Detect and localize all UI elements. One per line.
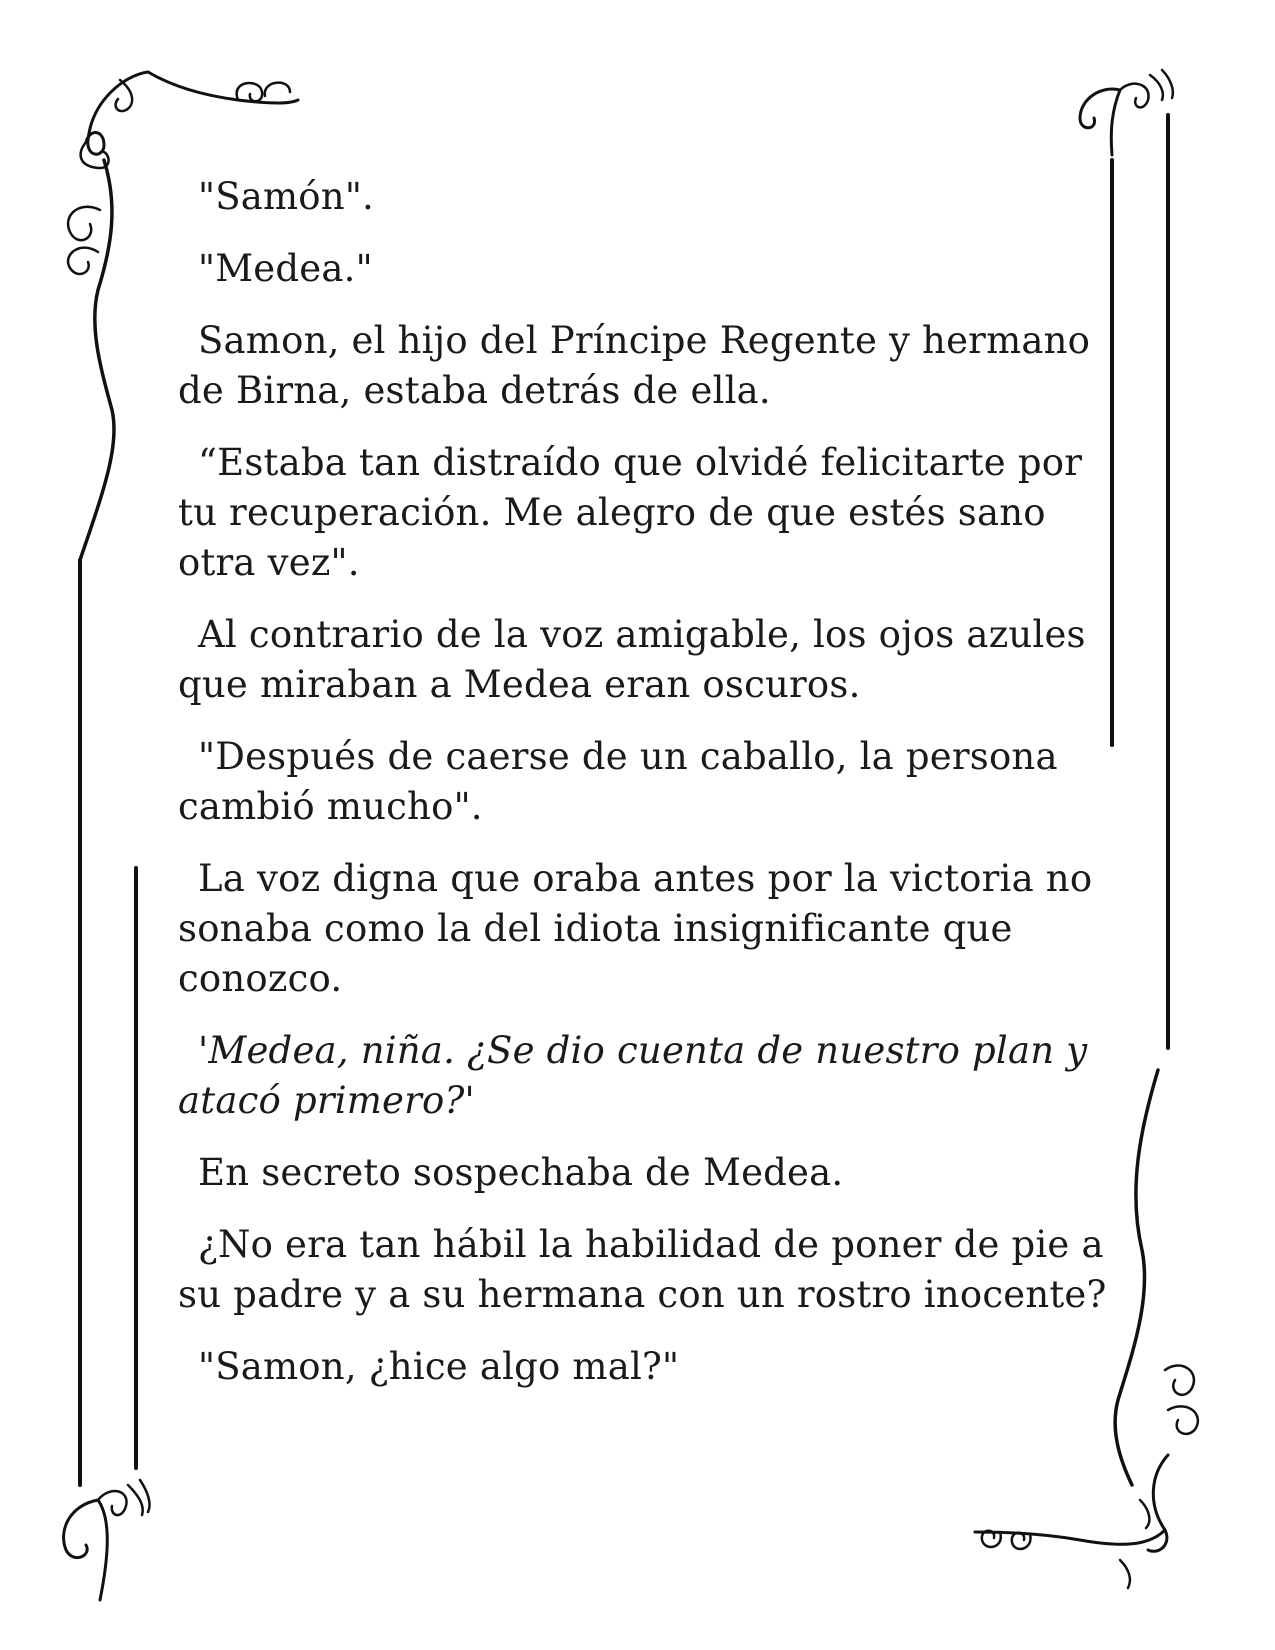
flourish-bottom-left-icon — [64, 1480, 150, 1600]
paragraph-10: ¿No era tan hábil la habilidad de poner de pie a su padre y a su hermana con un rostro inocente? — [178, 1223, 1107, 1316]
paragraph-4: “Estaba tan distraído que olvidé felicitarte por tu recuperación. Me alegro de que estés sano otra vez". — [178, 441, 1083, 584]
paragraph-3: Samon, el hijo del Príncipe Regente y hermano de Birna, estaba detrás de ella. — [178, 319, 1091, 412]
paragraph-2: "Medea." — [198, 247, 373, 290]
paragraph-11: "Samon, ¿hice algo mal?" — [198, 1345, 680, 1388]
paragraph-7: La voz digna que oraba antes por la victoria no sonaba como la del idiota insignificante que conozco. — [178, 857, 1093, 1000]
page-text — [178, 172, 1113, 1414]
paragraph-8-thought: 'Medea, niña. ¿Se dio cuenta de nuestro plan y atacó primero?' — [178, 1029, 1088, 1122]
flourish-top-right-icon — [1080, 70, 1173, 155]
paragraph-1: "Samón". — [198, 175, 374, 218]
paragraph-9: En secreto sospechaba de Medea. — [198, 1151, 844, 1194]
paragraph-6: "Después de caerse de un caballo, la persona cambió mucho". — [178, 735, 1058, 828]
paragraph-5: Al contrario de la voz amigable, los ojos azules que miraban a Medea eran oscuros. — [178, 613, 1086, 706]
